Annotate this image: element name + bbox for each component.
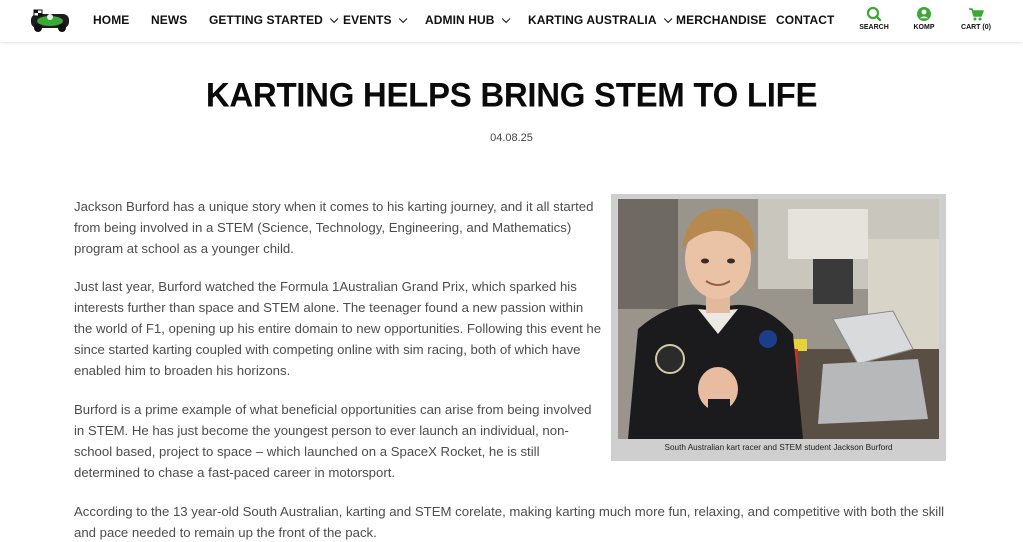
nav-news[interactable] xyxy=(151,13,187,27)
article-figure xyxy=(611,194,946,461)
nav-getting-started[interactable] xyxy=(209,13,335,27)
article-title: KARTING HELPS BRING STEM TO LIFE xyxy=(205,75,818,114)
article-photo xyxy=(618,199,939,439)
chevron-down-icon xyxy=(330,15,338,23)
search-label: SEARCH xyxy=(859,24,889,31)
cart-button[interactable] xyxy=(958,6,994,31)
chevron-down-icon xyxy=(663,15,671,23)
nav-getting-started-label: GETTING STARTED xyxy=(209,13,323,27)
figure-caption: South Australian kart racer and STEM student Jackson Burford xyxy=(664,443,893,452)
cart-icon xyxy=(967,6,985,22)
search-icon xyxy=(865,6,883,22)
article-paragraph: Jackson Burford has a unique story when it comes to his karting journey, and it all started from being involved in a STEM (Science, Technology, Engineering, and Mathematics) program at school as a younger child. xyxy=(74,199,594,256)
article-paragraph: Burford is a prime example of what beneficial opportunities can arise from being involved in STEM. He has just become the youngest person to ever launch an individual, non-school based, project to space – which launched on a SpaceX Rocket, he is still determined to chase a fast-paced career in motorsport. xyxy=(74,402,592,480)
user-icon xyxy=(915,6,933,22)
chevron-down-icon xyxy=(501,15,509,23)
main-nav xyxy=(0,0,1023,42)
article-paragraph: According to the 13 year-old South Australian, karting and STEM corelate, making karting much more fun, relaxing, and competitive with both the skill and pace needed to remain up the front of the pack. xyxy=(74,504,945,540)
nav-karting-australia[interactable] xyxy=(528,13,669,27)
nav-admin-hub[interactable] xyxy=(425,13,507,27)
nav-home[interactable] xyxy=(93,13,129,27)
cart-label: CART (0) xyxy=(961,24,991,31)
article-date: 04.08.25 xyxy=(490,132,533,144)
nav-contact-label: CONTACT xyxy=(776,13,835,27)
nav-events-label: EVENTS xyxy=(343,13,392,27)
search-button[interactable] xyxy=(859,6,889,31)
article-paragraph: Just last year, Burford watched the Formula 1Australian Grand Prix, which sparked his interests further than space and STEM alone. The teenager found a new passion within the world of F1, opening up his entire domain to new opportunities. Following this event he since started karting coupled with competing online with sim racing, both of which have enabled him to broaden his horizons. xyxy=(74,279,602,378)
nav-home-label: HOME xyxy=(93,13,130,27)
nav-karting-australia-label: KARTING AUSTRALIA xyxy=(528,13,657,27)
nav-merchandise-label: MERCHANDISE xyxy=(676,13,767,27)
nav-events[interactable] xyxy=(343,13,404,27)
komp-label: KOMP xyxy=(913,24,935,31)
nav-merchandise[interactable] xyxy=(676,13,766,27)
nav-news-label: NEWS xyxy=(151,13,188,27)
site-header xyxy=(0,0,1023,42)
nav-admin-hub-label: ADMIN HUB xyxy=(425,13,495,27)
nav-contact[interactable] xyxy=(776,13,834,27)
komp-button[interactable] xyxy=(910,6,938,31)
chevron-down-icon xyxy=(399,15,407,23)
